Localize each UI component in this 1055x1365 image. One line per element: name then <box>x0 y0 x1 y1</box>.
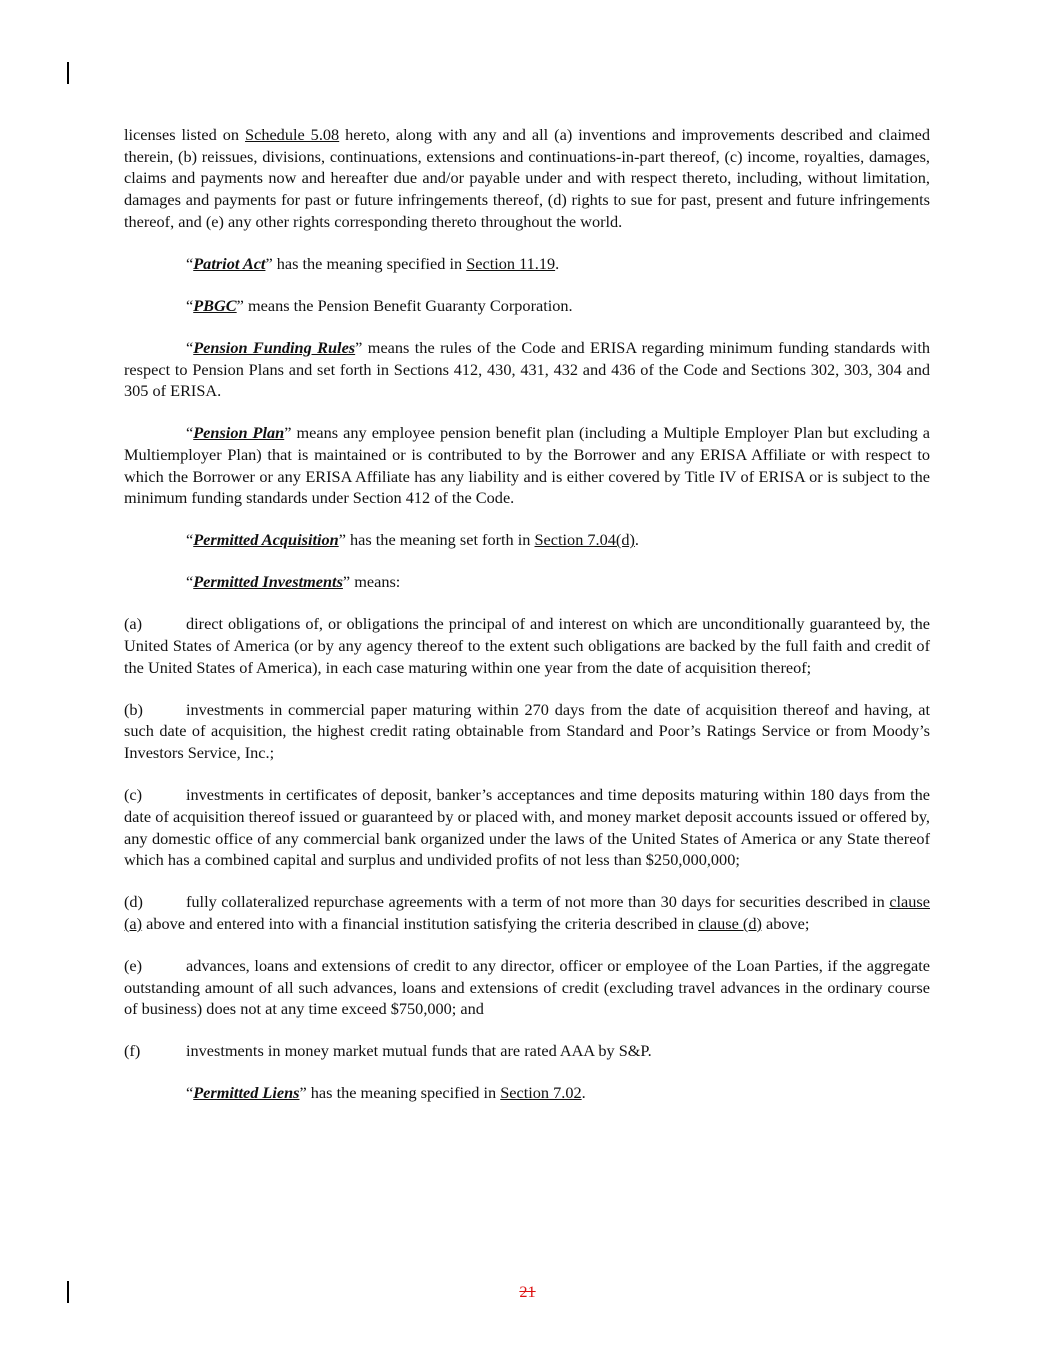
item-label: (c) <box>124 785 143 805</box>
item-label: (b) <box>124 699 143 719</box>
list-item-a: (a) direct obligations of, or obligations the principal of and interest on which are unconditionally guaranteed by, the United States of America (or by any agency thereof to the extent such obligations are backed by the full faith and credit of the United States of America), in each case maturing within one year from the date of acquisition thereof; <box>124 614 930 677</box>
list-item-c: (c) investments in certificates of deposit, banker’s acceptances and time deposits maturing within 180 days from the date of acquisition thereof issued or guaranteed by or placed with, and money market deposit accounts issued or offered by, any domestic office of any commercial bank organized under the laws of the United States of America or any State thereof which has a combined capital and surplus and undivided profits of not less than $250,000,000; <box>124 785 930 870</box>
clause-a-link[interactable]: clause (a) <box>124 892 930 933</box>
section-7-04d-link[interactable]: Section 7.04(d) <box>534 530 635 550</box>
defined-term: Permitted Investments <box>193 572 343 592</box>
list-item-e: (e) advances, loans and extensions of credit to any director, officer or employee of the Loan Parties, if the aggregate outstanding amount of all such advances, loans and extensions of credit (excluding travel advances in the ordinary course of business) does not at any time exceed $750,000; and <box>124 955 930 1019</box>
definition-permitted-acquisition: “Permitted Acquisition” has the meaning set forth in Section 7.04(d). <box>186 530 639 550</box>
definition-pbgc: “PBGC” means the Pension Benefit Guaranty Corporation. <box>186 295 573 315</box>
defined-term: Patriot Act <box>193 253 266 273</box>
item-label: (e) <box>124 955 143 975</box>
change-bar-top <box>67 62 69 84</box>
item-label: (d) <box>124 892 143 912</box>
section-7-02-link[interactable]: Section 7.02 <box>500 1083 582 1103</box>
list-item-d: (d) fully collateralized repurchase agreements with a term of not more than 30 days for securities described in clause (a) above and entered into with a financial institution satisfying the criteria described in clause (d) above; <box>124 892 930 933</box>
schedule-5-08-link[interactable]: Schedule 5.08 <box>245 125 340 144</box>
definition-pension-plan: “Pension Plan” means any employee pension benefit plan (including a Multiple Employer Plan but excluding a Multiemployer Plan) that is maintained or is contributed to by the Borrower and any ERISA Affiliate or with respect to which the Borrower or any ERISA Affiliate has any liability and is either covered by Title IV of ERISA or is subject to the minimum funding standards under Section 412 of the Code. <box>124 423 930 508</box>
list-item-b: (b) investments in commercial paper maturing within 270 days from the date of acquisition thereof and having, at such date of acquisition, the highest credit rating obtainable from Standard and Poor’s Ratings Service or from Moody’s Investors Service, Inc.; <box>124 699 930 763</box>
clause-d-link[interactable]: clause (d) <box>698 913 762 933</box>
definition-pension-funding-rules: “Pension Funding Rules” means the rules of the Code and ERISA regarding minimum funding standards with respect to Pension Plans and set forth in Sections 412, 430, 431, 432 and 436 of the Code and Sections 302, 303, 304 and 305 of ERISA. <box>124 337 930 401</box>
page-number: 21 <box>519 1282 536 1301</box>
intro-paragraph: licenses listed on Schedule 5.08 hereto, along with any and all (a) inventions and improvements described and claimed therein, (b) reissues, divisions, continuations, extensions and continuations-in-part thereof, (c) income, royalties, damages, claims and payments now and hereafter due and/or payable under and with respect thereto, including, without limitation, damages and payments for past or future infringements thereof, (d) rights to sue for past, present and future infringements thereof, and (e) any other rights corresponding thereto throughout the world. <box>124 125 930 231</box>
defined-term: Permitted Acquisition <box>193 530 339 550</box>
section-11-19-link[interactable]: Section 11.19 <box>466 253 556 273</box>
list-item-f: (f) investments in money market mutual funds that are rated AAA by S&P. <box>124 1041 652 1061</box>
item-label: (a) <box>124 614 143 634</box>
definition-permitted-liens: “Permitted Liens” has the meaning specified in Section 7.02. <box>186 1083 586 1103</box>
defined-term: Permitted Liens <box>193 1083 300 1103</box>
definition-permitted-investments: “Permitted Investments” means: <box>186 572 401 592</box>
definition-patriot-act: “Patriot Act” has the meaning specified in Section 11.19. <box>186 253 560 273</box>
defined-term: Pension Plan <box>193 423 285 443</box>
defined-term: Pension Funding Rules <box>193 337 356 357</box>
defined-term: PBGC <box>193 295 237 315</box>
document-body <box>124 124 930 1124</box>
item-label: (f) <box>124 1041 141 1061</box>
